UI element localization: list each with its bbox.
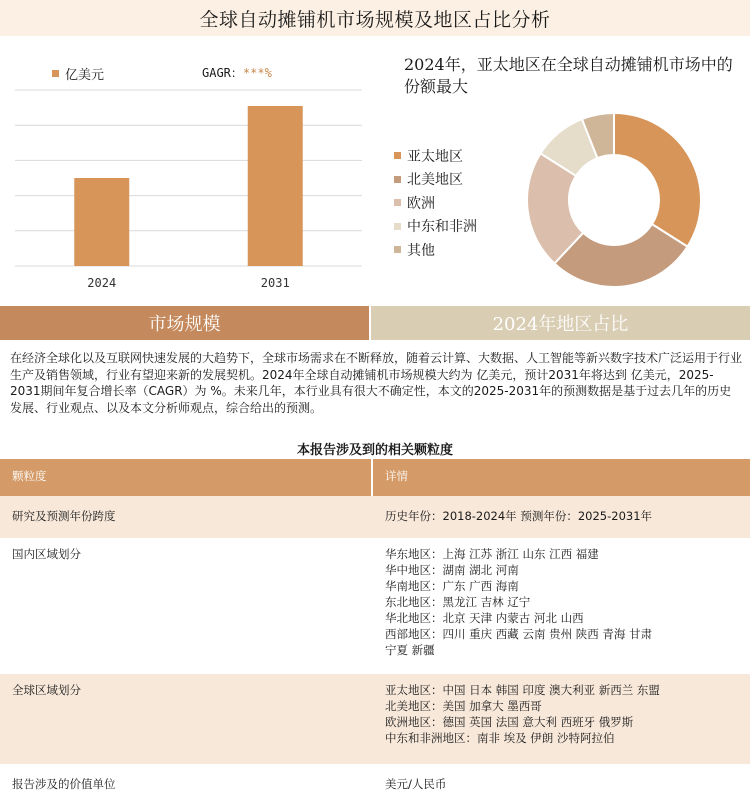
x-tick-label: 2024 — [87, 276, 117, 290]
detail-line: 欧洲地区：德国 英国 法国 意大利 西班牙 俄罗斯 — [385, 715, 634, 729]
table-header-row — [0, 459, 750, 496]
detail-line: 中东和非洲地区：南非 埃及 伊朗 沙特阿拉伯 — [385, 731, 615, 745]
table-header-details: 详情 — [385, 469, 408, 483]
table-row — [0, 764, 750, 804]
section-band-region-share — [371, 306, 750, 340]
table-cell-details — [373, 538, 750, 674]
detail-line: 西部地区：四川 重庆 西藏 云南 贵州 陕西 青海 甘肃 — [385, 627, 653, 641]
table-row — [0, 496, 750, 538]
legend-swatch — [394, 246, 401, 253]
bar-2031 — [248, 106, 303, 266]
legend-swatch — [394, 152, 401, 159]
detail-line: 东北地区：黑龙江 吉林 辽宁 — [385, 595, 531, 609]
table-cell-granularity: 报告涉及的价值单位 — [12, 777, 116, 791]
detail-line: 华南地区：广东 广西 海南 — [385, 579, 519, 593]
detail-line: 美元/人民币 — [385, 777, 447, 791]
detail-line: 亚太地区：中国 日本 韩国 印度 澳大利亚 新西兰 东盟 — [385, 683, 660, 697]
band-label-left: 市场规模 — [148, 314, 221, 335]
detail-line: 华北地区：北京 天津 内蒙古 河北 山西 — [385, 611, 584, 625]
cagr-label: GAGR： — [202, 66, 243, 80]
bar-chart-svg — [0, 40, 370, 302]
legend-label: 其他 — [407, 242, 435, 259]
section-band-market-size — [0, 306, 369, 340]
detail-line: 华东地区：上海 江苏 浙江 山东 江西 福建 — [385, 547, 599, 561]
table-cell-details — [373, 674, 750, 764]
table-row — [0, 538, 750, 674]
detail-line: 历史年份：2018-2024年 预测年份：2025-2031年 — [385, 509, 653, 523]
title-bar — [0, 0, 750, 36]
detail-line: 宁夏 新疆 — [385, 643, 435, 657]
band-label-right: 2024年地区占比 — [492, 314, 629, 335]
donut-chart-svg — [518, 104, 718, 296]
page-title: 全球自动摊铺机市场规模及地区占比分析 — [199, 8, 551, 31]
market-description: 在经济全球化以及互联网快速发展的大趋势下，全球市场需求在不断释放，随着云计算、大数据、人工智能等新兴数字技术广泛运用于行业生产及销售领域，行业有望迎来新的发展契机。2024年全球自动摊铺机市场规模大约为 亿美元，预计2031年将达到 亿美元，2025-2031期间年复合增长率（CAGR）为 %。未来几年，本行业具有很大不确定性，本文的2025-2031年的预测数据是基于过去几年的历史发展、行业观点、以及本文分析师观点，综合给出的预测。 — [10, 351, 743, 415]
share-legend — [394, 144, 477, 262]
table-cell-details — [373, 496, 750, 538]
detail-line: 华中地区：湖南 湖北 河南 — [385, 563, 519, 577]
legend-item — [394, 238, 477, 262]
legend-label: 中东和非洲 — [407, 219, 477, 236]
market-size-chart — [0, 40, 370, 302]
legend-label: 北美地区 — [407, 172, 463, 189]
table-header-granularity: 颗粒度 — [0, 459, 373, 496]
legend-item — [394, 191, 477, 215]
detail-line: 北美地区：美国 加拿大 墨西哥 — [385, 699, 542, 713]
table-cell-granularity: 全球区域划分 — [12, 683, 81, 697]
x-tick-label: 2031 — [260, 276, 290, 290]
legend-item — [394, 144, 477, 168]
legend-label: 亚太地区 — [407, 148, 463, 165]
share-chart-title: 2024年，亚太地区在全球自动摊铺机市场中的份额最大 — [404, 55, 733, 96]
cagr-value: ***% — [242, 66, 272, 80]
table-cell-granularity: 国内区域划分 — [12, 547, 81, 561]
table-title: 本报告涉及到的相关颗粒度 — [296, 443, 453, 458]
legend-item — [394, 168, 477, 192]
table-cell-granularity: 研究及预测年份跨度 — [12, 509, 116, 523]
legend-item — [394, 215, 477, 239]
table-cell-details — [373, 764, 750, 804]
legend-label: 欧洲 — [407, 195, 435, 212]
table-row — [0, 674, 750, 764]
bar-2024 — [74, 178, 129, 266]
granularity-table — [0, 459, 750, 804]
legend-swatch — [394, 176, 401, 183]
legend-label: 亿美元 — [65, 68, 105, 83]
legend-swatch — [394, 223, 401, 230]
legend-swatch — [394, 199, 401, 206]
